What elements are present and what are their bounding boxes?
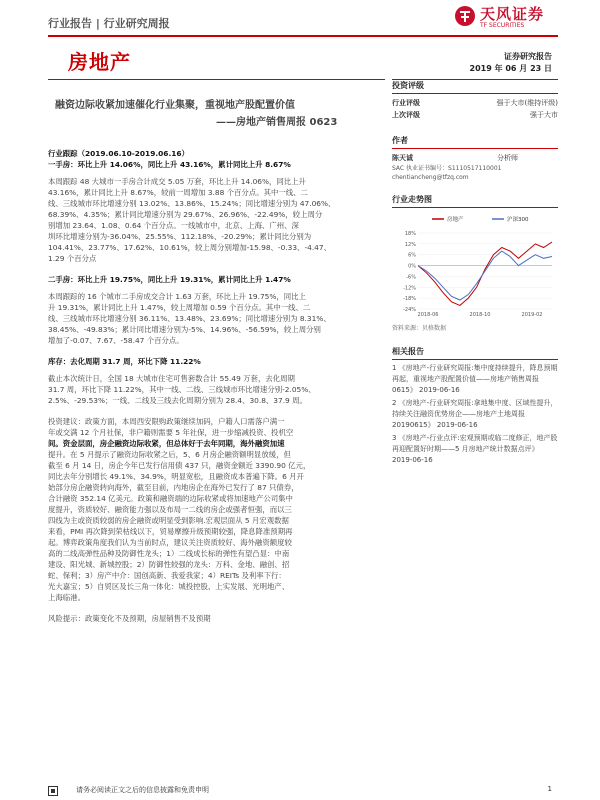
report-type: 证券研究报告: [504, 52, 552, 61]
second-hand-paragraph: 本周跟踪的 16 个城市二手房成交合计 1.63 万套，环比上升 19.75%，同比上 升 19.31%，累计同比上升 1.47%，较上周增加 0.59 个百分点。其中一线、二 线、三线城市环比增速分别 36.11%、13.48%、23.69%；同比增速分别为 8.31%、 38.45%、-49.83%；累计同比增速分别为-5%、14.96%、-56.59%，较上周分别 增加了-0.07、7.67、-58.47 个百分点。: [48, 292, 331, 345]
y-tick-label: 12%: [404, 241, 416, 248]
prev-rating-label: 上次评级: [392, 111, 420, 119]
prev-rating: [392, 109, 558, 121]
trend-chart: [392, 211, 558, 321]
logo-icon: [454, 5, 476, 27]
header-rule: [48, 35, 558, 37]
industry-rating-value: 强于大市(维持评级): [496, 99, 558, 107]
report-category: 行业报告 | 行业研究周报: [48, 17, 170, 30]
sidebar: [392, 80, 558, 468]
new-home-paragraph: 本周跟踪 48 大城市一手房合计成交 5.05 万套，环比上升 14.06%，同比上升 43.16%，累计同比上升 8.67%，较前一周增加 3.88 个百分点。其中一线、二 线、三线城市环比增速分别 13.02%、13.86%、15.24%；同比增速分别为 47.06%、 68.39%、4.35%；累计同比增速分别为 29.67%、26.96%、-22.49%，较上周分 别增加 23.64、1.08、0.64 个百分点。一线城市中，北京、上海、广州、深 圳环比增速分别为-36.04%、25.55%、112.18%、-20.29%；累计同比分别为 104.41%、23.77%、17.62%、10.61%，较上周分别增加-15.98、-0.33、-4.47、 1.29 个百分点: [48, 177, 336, 263]
legend-label: 沪深300: [507, 217, 529, 223]
report-title: 融资边际收紧加速催化行业集聚，重视地产股配置价值: [55, 100, 295, 111]
x-tick-label: 2018-06: [417, 312, 439, 318]
author-name: 陈天诚: [392, 154, 413, 162]
series-line-real-estate: [418, 242, 552, 305]
y-tick-label: -6%: [406, 274, 416, 281]
invest-rating-title: 投资评级: [392, 80, 558, 94]
qr-code-icon: [48, 786, 58, 796]
related-report-item[interactable]: 1 《房地产-行业研究周报:集中度持续提升，降息预期再起，重视地产股配置价值——房地产销售周报 0615》 2019-06-16: [392, 364, 558, 394]
y-tick-label: 6%: [408, 252, 416, 259]
chart-source: 资料来源：贝格数据: [392, 325, 447, 332]
logo: [454, 3, 564, 33]
author-email[interactable]: chentiancheng@tfzq.com: [392, 174, 469, 181]
author-sac: SAC 执业证书编号：S1110517110001: [392, 165, 502, 172]
y-tick-label: -18%: [403, 296, 416, 303]
footer-disclaimer: 请务必阅读正文之后的信息披露和免责申明: [76, 786, 209, 794]
author-row: [392, 152, 558, 164]
prev-rating-value: 强于大市: [530, 111, 558, 119]
inventory-summary: 库存：去化周期 31.7 周，环比下降 11.22%: [48, 357, 201, 366]
sector-name: 房地产: [68, 50, 131, 74]
page-number: 1: [547, 785, 552, 793]
legend-label: 房地产: [447, 217, 464, 223]
divider-left: [48, 79, 385, 80]
industry-rating-label: 行业评级: [392, 99, 420, 107]
trend-chart-title: 行业走势图: [392, 194, 558, 208]
inventory-paragraph: 截止本次统计日，全国 18 大城市住宅可售套数合计 55.49 万套，去化周期 31.7 周，环比下降 11.22%，其中一线、二线、三线城市环比增速分别-2.05%、 2.5%、-29.53%；一线、二线及三线去化周期分别为 28.4、30.8、37.9 周。: [48, 374, 316, 405]
second-hand-summary: 二手房：环比上升 19.75%，同比上升 19.31%，累计同比上升 1.47%: [48, 275, 291, 284]
x-tick-label: 2019-02: [521, 312, 543, 318]
y-tick-label: -12%: [403, 285, 416, 292]
related-reports: [392, 363, 558, 466]
x-tick-label: 2018-10: [469, 312, 491, 318]
related-reports-title: 相关报告: [392, 346, 558, 360]
section-heading: 行业跟踪（2019.06.10-2019.06.16）: [48, 149, 189, 158]
trend-chart-svg: [392, 211, 558, 321]
risk-warning: 风险提示：政策变化不及预期，房屋销售不及预期: [48, 614, 211, 623]
related-report-item[interactable]: 2 《房地产-行业研究周报:拿地集中度、区域性提升，持续关注融资优势房企——房地产土地周报 20190615》 2019-06-16: [392, 399, 558, 429]
report-date: 2019 年 06 月 23 日: [469, 64, 552, 73]
author-role: 分析师: [497, 154, 518, 162]
industry-rating: [392, 97, 558, 109]
logo-text-en: TF SECURITIES: [480, 22, 525, 29]
y-tick-label: 0%: [408, 263, 416, 270]
author-title: 作者: [392, 135, 558, 149]
new-home-summary: 一手房：环比上升 14.06%，同比上升 43.16%，累计同比上升 8.67%: [48, 160, 291, 169]
report-subtitle: ——房地产销售周报 0623: [216, 117, 338, 128]
related-report-item[interactable]: 3 《房地产-行业点评:宏观预期或临二度修正，地产股再迎配置好时期——5 月房地产统计数据点评》 2019-06-16: [392, 434, 558, 464]
logo-text-cn: 天风证券: [480, 5, 545, 23]
investment-advice-paragraph: 投资建议：政策方面，本周西安限购政策继续加码，户籍人口需落户满一 年或交满 12 个月社保，非户籍则需要 5 年社保，进一步缩减投资、投机空 间。资金层面，房企融资边际收紧，但总体好于去年同期，海外融资加速 提升。在 5 月提示了融资边际收紧之后，5、6 月房企融资额明显放缓，但 截至 6 月 14 日，房企今年已发行信用债 437 只，融资金额近 3390.90 亿元， 同比去年分别增长 49.1%、34.9%，明显宽松，且融资成本普遍下降。6 月开 始部分房企融资转向海外，截至目前，内地房企在海外已发行了 87 只债券， 合计融资 352.14 亿美元。政策和融资端的边际收紧或将加速地产公司集中 度提升，资质较好、融资能力强以及布局一二线的房企或强者恒强，而以三 四线为主或资质较弱的房企融资或明显受到影响.宏观层面从 5 月宏观数据 来看，PMI 再次降到荣枯线以下，贸易摩擦升级预期较强，降息降准预期再 起。博弈政策角度我们认为当前时点，建议关注资质较好、海外融资额度较 高的二线高弹性品种及防御性龙头；1）二线成长标的弹性有望凸显：中南 建设、阳光城、新城控股；2）防御性较强的龙头：万科、金地、融创、招 蛇、保利；3）房产中介：国创高新、我爱我家；4）REITs 及利率下行： 光大嘉宝；5）自贸区及长三角一体化：城投控股、上实发展、光明地产、 上海临港。: [48, 417, 311, 602]
y-tick-label: 18%: [404, 231, 416, 237]
y-tick-label: -24%: [403, 307, 416, 313]
main-body: [48, 148, 385, 624]
series-line-hs300: [418, 251, 552, 300]
